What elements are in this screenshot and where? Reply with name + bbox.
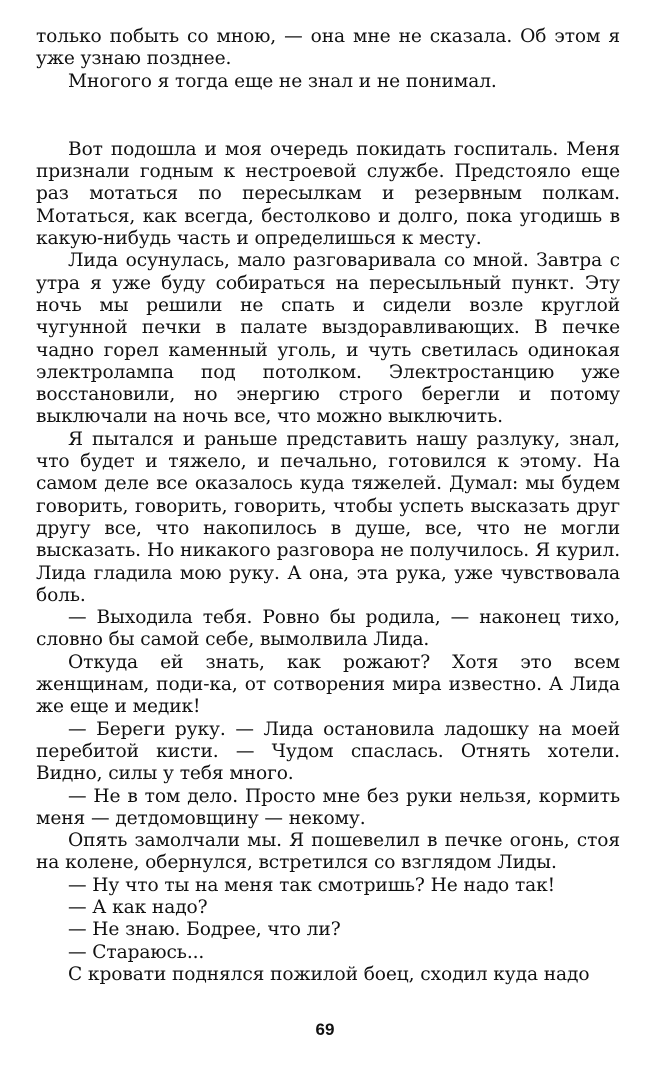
section-break xyxy=(36,93,620,139)
paragraph: — Не в том дело. Просто мне без руки нельзя, кормить меня — детдомовщину — некому. xyxy=(36,785,620,829)
paragraph: — Ну что ты на меня так смотришь? Не надо так! xyxy=(68,874,556,896)
paragraph: Опять замолчали мы. Я пошевелил в печке огонь, стоя на колене, обернулся, встретился со взглядом Лиды. xyxy=(36,830,620,874)
paragraph: — Не знаю. Бодрее, что ли? xyxy=(68,919,341,941)
paragraph: — Выходила тебя. Ровно бы родила, — наконец тихо, словно бы самой себе, вымолвила Лида. xyxy=(36,607,620,651)
paragraph: Многого я тогда еще не знал и не понимал. xyxy=(68,70,497,92)
opening-fragment xyxy=(36,26,620,93)
paragraph: Откуда ей знать, как рожают? Хотя это всем женщинам, поди-ка, от сотворения мира известно. А Лида же еще и медик! xyxy=(36,651,620,718)
paragraph: — А как надо? xyxy=(68,896,208,918)
paragraph: Я пытался и раньше представить нашу разлуку, знал, что будет и тяжело, и печально, готовился к этому. На самом деле все оказалось куда тяжелей. Думал: мы будем говорить, говорить, говорить, чтобы успеть высказать друг другу все, что накопилось в душе, все, что не могли высказать. Но никакого разговора не получилось. Я курил. Лида гладила мою руку. А она, эта рука, уже чувствовала боль. xyxy=(36,428,620,606)
paragraph: Лида осунулась, мало разговаривала со мной. Завтра с утра я уже буду собираться на пересыльный пункт. Эту ночь мы решили не спать и сидели возле круглой чугунной печки в палате выздоравливающих. В печке чадно горел каменный уголь, и чуть светилась одинокая электролампа под потолком. Электростанцию уже восстановили, но энергию строго берегли и потому выключали на ночь все, что можно выключить. xyxy=(36,250,620,428)
paragraph: — Стараюсь... xyxy=(68,941,205,963)
main-text xyxy=(36,139,620,986)
paragraph: С кровати поднялся пожилой боец, сходил куда надо xyxy=(68,963,590,985)
paragraph: — Береги руку. — Лида остановила ладошку на моей перебитой кисти. — Чудом спаслась. Отнять хотели. Видно, силы у тебя много. xyxy=(36,718,620,785)
paragraph: Вот подошла и моя очередь покидать госпиталь. Меня признали годным к нестроевой службе. Предстояло еще раз мотаться по пересылкам и резервным полкам. Мотаться, как всегда, бестолково и долго, пока угодишь в какую-нибудь часть и определишься к месту. xyxy=(36,138,620,250)
book-page xyxy=(36,26,620,986)
page-number: 69 xyxy=(315,1020,335,1039)
paragraph: только побыть со мною, — она мне не сказала. Об этом я уже узнаю позднее. xyxy=(36,26,620,70)
